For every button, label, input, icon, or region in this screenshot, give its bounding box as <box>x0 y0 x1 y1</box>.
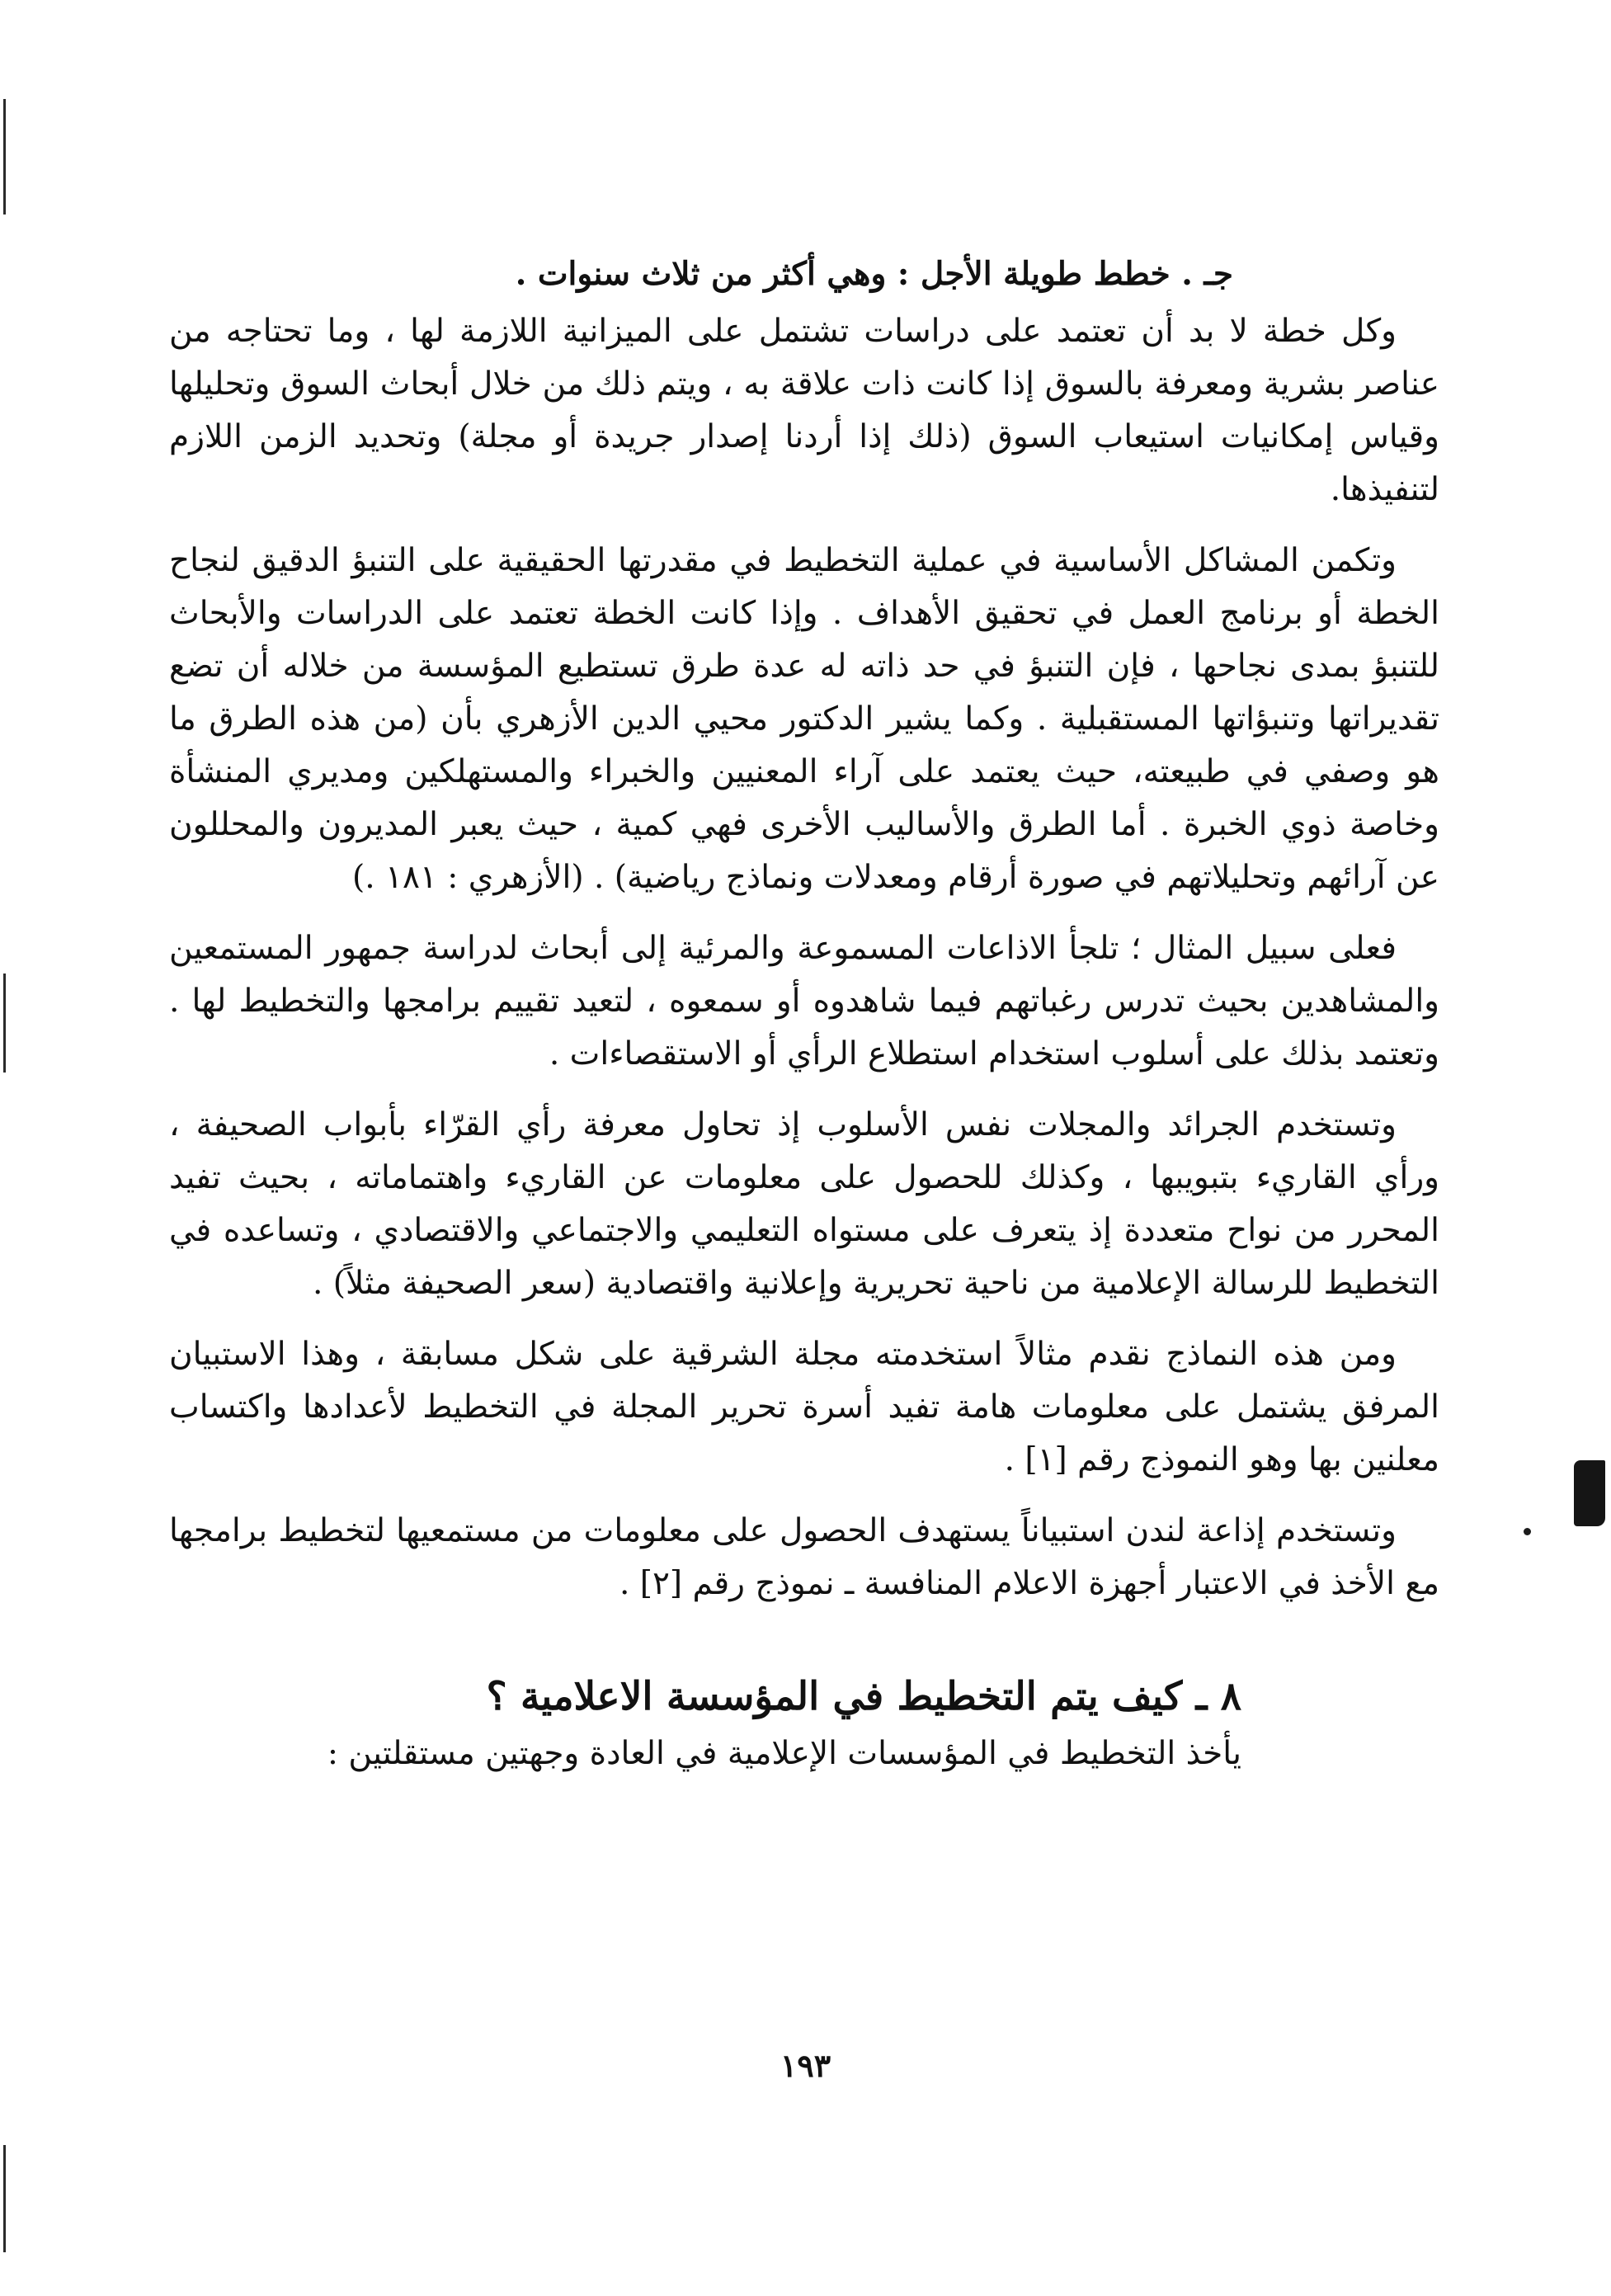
scan-edge-mark <box>3 2145 6 2252</box>
scan-edge-mark <box>3 99 6 215</box>
paragraph: وتكمن المشاكل الأساسية في عملية التخطيط في مقدرتها الحقيقية على التنبؤ الدقيق لنجاح الخطة أو برنامج العمل في تحقيق الأهداف . وإذا كانت الخطة تعتمد على الدراسات والأبحاث للتنبؤ بمدى نجاحها ، فإن التنبؤ في حد ذاته له عدة طرق تستطيع المؤسسة من خلاله أن تضع تقديراتها وتنبؤاتها المستقبلية . وكما يشير الدكتور محيي الدين الأزهري بأن (من هذه الطرق ما هو وصفي في طبيعته، حيث يعتمد على آراء المعنيين والخبراء والمستهلكين ومديري المنشأة وخاصة ذوي الخبرة . أما الطرق والأساليب الأخرى فهي كمية ، حيث يعبر المديرون والمحللون عن آرائهم وتحليلاتهم في صورة أرقام ومعدلات ونماذج رياضية) . (الأزهري : ١٨١ .) <box>169 542 1439 896</box>
scan-edge-mark <box>3 974 6 1073</box>
section-8 <box>169 1668 1439 1779</box>
page-number: ١٩٣ <box>780 2047 831 2084</box>
scan-dot <box>1524 1528 1531 1535</box>
paragraph: وكل خطة لا بد أن تعتمد على دراسات تشتمل على الميزانية اللازمة لها ، وما تحتاجه من عناصر بشرية ومعرفة بالسوق إذا كانت ذات علاقة به ، ويتم ذلك من خلال أبحاث السوق وتحليلها وقياس إمكانيات استيعاب السوق (ذلك إذا أردنا إصدار جريدة أو مجلة) وتحديد الزمن اللازم لتنفيذها. <box>169 313 1439 508</box>
subheading: جـ . خطط طويلة الأجل : وهي أكثر من ثلاث سنوات . <box>515 255 1233 293</box>
paragraph: وتستخدم الجرائد والمجلات نفس الأسلوب إذ تحاول معرفة رأي القرّاء بأبواب الصحيفة ، ورأي القاريء بتبويبها ، وكذلك للحصول على معلومات عن القاريء واهتماماته ، بحيث تفيد المحرر من نواح متعددة إذ يتعرف على مستواه التعليمي والاجتماعي والاقتصادي ، وتساعده في التخطيط للرسالة الإعلامية من ناحية تحريرية وإعلانية واقتصادية (سعر الصحيفة مثلاً) . <box>169 1106 1439 1302</box>
scan-blot <box>1574 1460 1605 1526</box>
paragraph: وتستخدم إذاعة لندن استبياناً يستهدف الحصول على معلومات من مستمعيها لتخطيط برامجها مع الأخذ في الاعتبار أجهزة الاعلام المنافسة ـ نموذج رقم [٢] . <box>169 1512 1439 1602</box>
page-body <box>169 248 1439 1779</box>
paragraph: ومن هذه النماذج نقدم مثالاً استخدمته مجلة الشرقية على شكل مسابقة ، وهذا الاستبيان المرفق يشتمل على معلومات هامة تفيد أسرة تحرير المجلة في التخطيط لأعدادها واكتساب معلنين بها وهو النموذج رقم [١] . <box>169 1336 1439 1478</box>
section-heading: ٨ ـ كيف يتم التخطيط في المؤسسة الاعلامية ؟ <box>486 1674 1241 1719</box>
paragraph: فعلى سبيل المثال ؛ تلجأ الاذاعات المسموعة والمرئية إلى أبحاث لدراسة جمهور المستمعين والمشاهدين بحيث تدرس رغباتهم فيما شاهدوه أو سمعوه ، لتعيد تقييم برامجها والتخطيط لها . وتعتمد بذلك على أسلوب استخدام استطلاع الرأي أو الاستقصاءات . <box>169 930 1439 1073</box>
section-intro: يأخذ التخطيط في المؤسسات الإعلامية في العادة وجهتين مستقلتين : <box>327 1735 1241 1772</box>
